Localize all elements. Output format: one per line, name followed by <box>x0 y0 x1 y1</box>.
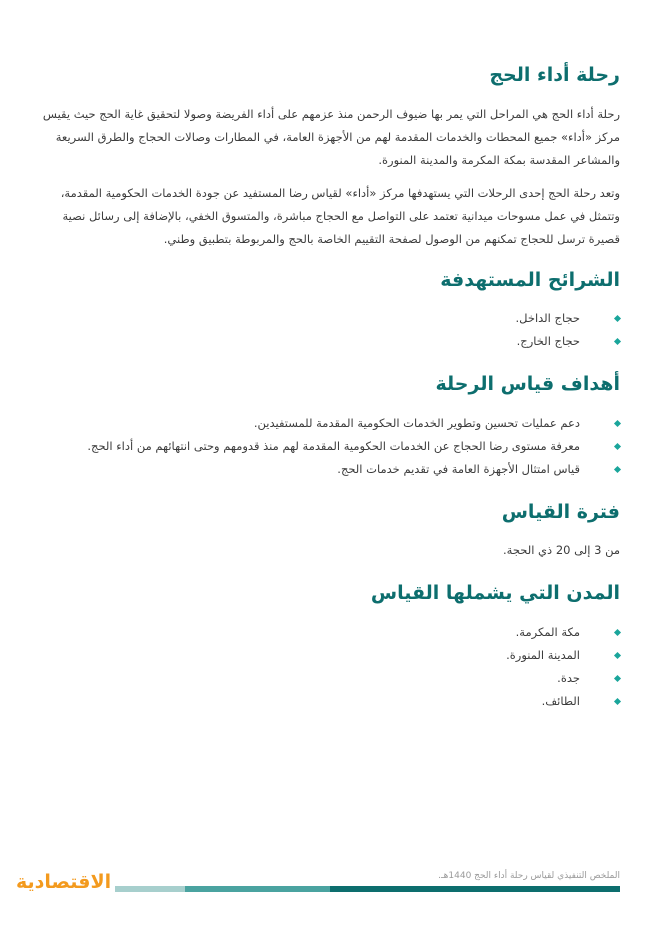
list-item <box>40 621 620 644</box>
section-goals <box>40 371 620 481</box>
list-item-text: مكة المكرمة. <box>515 624 580 639</box>
footer-bar-dark <box>330 886 620 892</box>
section-title-period: فترة القياس <box>501 500 620 523</box>
document-content <box>40 62 620 731</box>
section-period <box>40 499 620 563</box>
list-item <box>40 307 620 330</box>
intro-paragraph-1: رحلة أداء الحج هي المراحل التي يمر بها ضيوف الرحمن منذ عزمهم على أداء الفريضة وصولا لتحقيق غاية الحج حيث يقيس مركز «أداء» جميع المحطات والخدمات المقدمة لهم من الأجهزة العامة، في المطارات وصالات الحجاج والطرق السريعة والمشاعر المقدسة بمكة المكرمة والمدينة المنورة. <box>42 106 620 167</box>
diamond-bullet-icon <box>614 675 621 682</box>
section-title-intro: رحلة أداء الحج <box>489 64 620 86</box>
list-item-text: الطائف. <box>541 693 580 708</box>
footer-caption: الملخص التنفيذي لقياس رحلة أداء الحج 1440هـ. <box>438 871 620 881</box>
period-text: من 3 إلى 20 ذي الحجة. <box>503 543 620 558</box>
list-item <box>40 458 620 481</box>
list-item-text: جدة. <box>557 670 580 685</box>
footer-bar-light <box>115 886 185 892</box>
cities-list <box>40 621 620 713</box>
list-item-text: دعم عمليات تحسين وتطوير الخدمات الحكومية المقدمة للمستفيدين. <box>253 415 580 430</box>
section-title-goals: أهداف قياس الرحلة <box>435 373 620 396</box>
list-item <box>40 435 620 458</box>
diamond-bullet-icon <box>614 698 621 705</box>
diamond-bullet-icon <box>614 629 621 636</box>
list-item-text: معرفة مستوى رضا الحجاج عن الخدمات الحكومية المقدمة لهم منذ قدومهم وحتى انتهائهم من أداء الحج. <box>87 438 580 453</box>
section-intro <box>40 62 620 251</box>
diamond-bullet-icon <box>614 338 621 345</box>
intro-paragraph-2: وتعد رحلة الحج إحدى الرحلات التي يستهدفها مركز «أداء» لقياس رضا المستفيد عن جودة الخدمات الحكومية المقدمة، وتتمثل في عمل مسوحات ميدانية تعتمد على التواصل مع الحجاج مباشرة، والمتسوق الخفي، بالإضافة إلى رسائل نصية قصيرة ترسل للحجاج تمكنهم من الوصول لصفحة التقييم الخاصة بالحج والمربوطة بتطبيق وطني. <box>60 185 620 246</box>
diamond-bullet-icon <box>614 315 621 322</box>
aleqtisadiah-logo: الاقتصادية <box>16 871 112 893</box>
section-title-segments: الشرائح المستهدفة <box>440 268 620 291</box>
list-item <box>40 667 620 690</box>
list-item <box>40 412 620 435</box>
list-item-text: قياس امتثال الأجهزة العامة في تقديم خدمات الحج. <box>337 461 580 476</box>
diamond-bullet-icon <box>614 420 621 427</box>
list-item <box>40 690 620 713</box>
list-item-text: المدينة المنورة. <box>506 647 580 662</box>
diamond-bullet-icon <box>614 652 621 659</box>
diamond-bullet-icon <box>614 466 621 473</box>
list-item-text: حجاج الداخل. <box>515 311 580 326</box>
list-item <box>40 644 620 667</box>
section-segments <box>40 267 620 354</box>
diamond-bullet-icon <box>614 443 621 450</box>
list-item <box>40 330 620 353</box>
section-title-cities: المدن التي يشملها القياس <box>370 582 620 605</box>
list-item-text: حجاج الخارج. <box>516 334 580 349</box>
segments-list <box>40 307 620 353</box>
footer-bar-mid <box>185 886 330 892</box>
section-cities <box>40 580 620 713</box>
goals-list <box>40 412 620 481</box>
